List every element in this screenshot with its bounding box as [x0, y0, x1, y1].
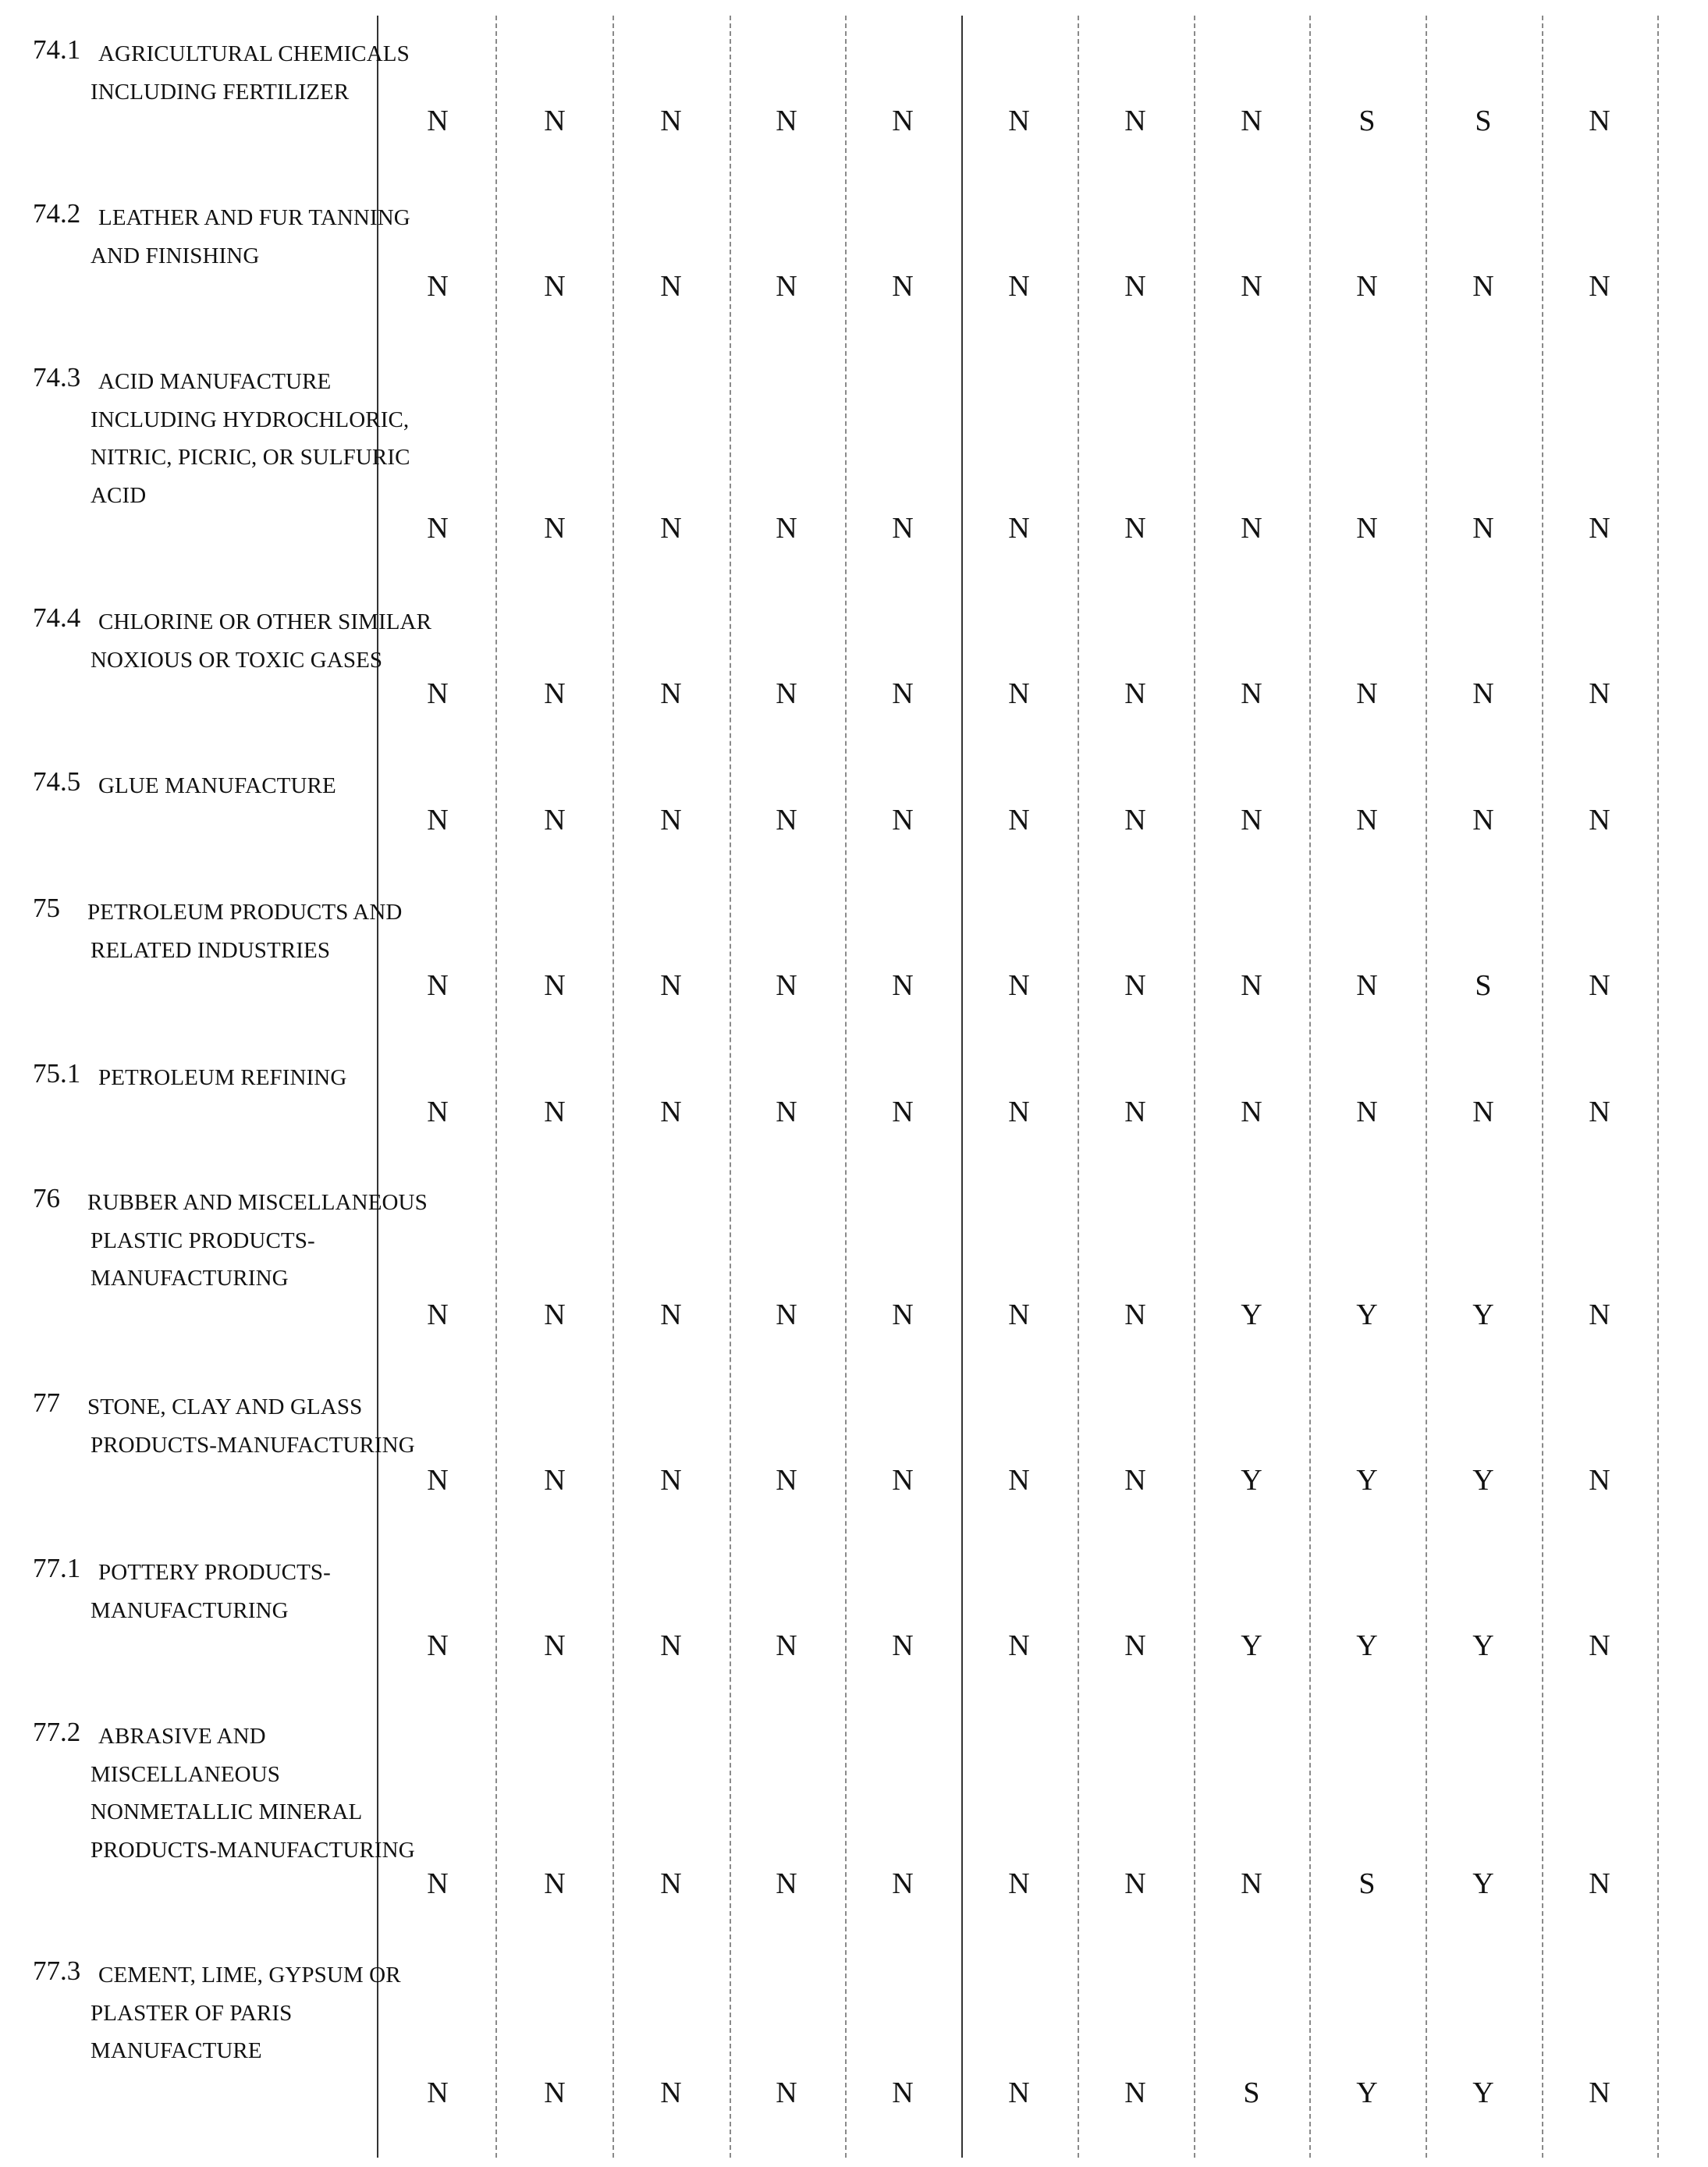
- permit-cell: Y: [1241, 1629, 1262, 1662]
- permit-cell: N: [427, 804, 449, 837]
- permit-cell: N: [1589, 1629, 1610, 1662]
- permit-cell: N: [892, 1096, 914, 1128]
- permit-cell: N: [1124, 105, 1146, 137]
- table-row: [0, 31, 1708, 105]
- permit-cell: N: [892, 512, 914, 545]
- permit-cell: N: [1008, 969, 1030, 1002]
- column-divider: [1078, 16, 1079, 2158]
- permit-cell: N: [427, 1298, 449, 1331]
- row-label-line: POTTERY PRODUCTS-: [98, 1560, 331, 1585]
- permit-cell: N: [1124, 804, 1146, 837]
- column-divider: [961, 16, 963, 2158]
- table-row: [0, 1550, 1708, 1623]
- permit-cell: N: [776, 1867, 797, 1900]
- permit-cell: N: [776, 1629, 797, 1662]
- permit-cell: N: [892, 804, 914, 837]
- row-label-line: STONE, CLAY AND GLASS: [87, 1394, 363, 1419]
- row-label-line: ACID MANUFACTURE: [98, 369, 332, 394]
- permit-cell: N: [660, 512, 682, 545]
- permit-cell: N: [892, 270, 914, 303]
- permit-cell: N: [1124, 1867, 1146, 1900]
- permit-cell: N: [892, 1629, 914, 1662]
- row-code: 75.1: [33, 1058, 81, 1089]
- row-label-line: PRODUCTS-MANUFACTURING: [91, 1432, 415, 1458]
- row-label-line: MANUFACTURING: [91, 1597, 289, 1623]
- permit-cell: N: [544, 270, 566, 303]
- permit-cell: N: [776, 1464, 797, 1497]
- permit-cell: N: [776, 969, 797, 1002]
- permit-cell: N: [1589, 105, 1610, 137]
- permit-cell: N: [1124, 677, 1146, 710]
- permit-cell: N: [660, 1867, 682, 1900]
- row-label-line: ACID: [91, 482, 147, 508]
- column-divider: [495, 16, 497, 2158]
- permit-cell: N: [776, 105, 797, 137]
- table-row: [0, 1952, 1708, 2063]
- permit-cell: N: [544, 1298, 566, 1331]
- permit-cell: N: [427, 512, 449, 545]
- permit-cell: N: [1124, 969, 1146, 1002]
- permit-cell: N: [1008, 105, 1030, 137]
- permit-cell: N: [1008, 804, 1030, 837]
- permit-cell: Y: [1472, 1298, 1494, 1331]
- row-label-line: PLASTER OF PARIS: [91, 2000, 293, 2026]
- row-label-line: NOXIOUS OR TOXIC GASES: [91, 647, 383, 673]
- permit-cell: Y: [1472, 1629, 1494, 1662]
- permit-cell: N: [892, 1464, 914, 1497]
- permit-cell: N: [427, 1464, 449, 1497]
- permit-cell: S: [1475, 969, 1492, 1002]
- table-row: [0, 763, 1708, 798]
- permit-cell: N: [544, 105, 566, 137]
- permit-cell: N: [1589, 270, 1610, 303]
- permit-cell: N: [1589, 1096, 1610, 1128]
- permit-cell: N: [544, 1096, 566, 1128]
- permit-cell: Y: [1356, 1629, 1378, 1662]
- permit-cell: N: [1589, 1867, 1610, 1900]
- permit-cell: N: [776, 270, 797, 303]
- row-label-line: LEATHER AND FUR TANNING: [98, 205, 410, 230]
- permit-cell: N: [660, 1298, 682, 1331]
- permit-cell: N: [1356, 270, 1378, 303]
- row-code: 76: [33, 1183, 60, 1213]
- permit-cell: Y: [1241, 1464, 1262, 1497]
- column-divider: [1542, 16, 1543, 2158]
- permit-cell: Y: [1356, 1464, 1378, 1497]
- permit-cell: N: [1124, 1464, 1146, 1497]
- permit-cell: N: [1356, 804, 1378, 837]
- row-code: 74.1: [33, 34, 81, 65]
- permit-cell: N: [1589, 512, 1610, 545]
- permit-cell: N: [1356, 969, 1378, 1002]
- table-row: [0, 599, 1708, 673]
- row-label-line: PETROLEUM PRODUCTS AND: [87, 900, 403, 925]
- permit-cell: N: [892, 2076, 914, 2109]
- permit-cell: N: [1356, 512, 1378, 545]
- permit-cell: N: [1124, 270, 1146, 303]
- permit-cell: S: [1358, 105, 1376, 137]
- permit-cell: N: [660, 804, 682, 837]
- permit-cell: N: [1241, 512, 1262, 545]
- permit-cell: N: [544, 1629, 566, 1662]
- permit-cell: N: [544, 1867, 566, 1900]
- permit-cell: N: [1008, 677, 1030, 710]
- row-label-line: PETROLEUM REFINING: [98, 1065, 347, 1090]
- permit-cell: S: [1358, 1867, 1376, 1900]
- column-divider: [730, 16, 731, 2158]
- permit-cell: N: [1241, 1096, 1262, 1128]
- permit-cell: N: [1241, 677, 1262, 710]
- row-code: 77: [33, 1387, 60, 1418]
- permit-cell: N: [1124, 512, 1146, 545]
- permit-cell: N: [1356, 1096, 1378, 1128]
- permit-cell: N: [1008, 1867, 1030, 1900]
- column-divider: [1194, 16, 1195, 2158]
- row-code: 77.3: [33, 1956, 81, 1986]
- permit-cell: N: [427, 677, 449, 710]
- table-row: [0, 1384, 1708, 1458]
- row-label-line: CHLORINE OR OTHER SIMILAR: [98, 609, 432, 634]
- row-label-line: PLASTIC PRODUCTS-: [91, 1227, 315, 1253]
- permit-cell: N: [1124, 1298, 1146, 1331]
- permit-cell: N: [776, 677, 797, 710]
- permit-cell: N: [427, 1629, 449, 1662]
- permit-cell: Y: [1356, 1298, 1378, 1331]
- permit-cell: N: [1589, 804, 1610, 837]
- row-code: 74.2: [33, 198, 81, 229]
- permit-cell: N: [1589, 2076, 1610, 2109]
- permit-cell: N: [1008, 1096, 1030, 1128]
- permit-cell: N: [544, 512, 566, 545]
- permit-cell: N: [1472, 512, 1494, 545]
- permit-cell: N: [660, 677, 682, 710]
- permit-cell: N: [1124, 2076, 1146, 2109]
- permit-cell: S: [1243, 2076, 1260, 2109]
- column-divider: [613, 16, 614, 2158]
- row-label-line: RELATED INDUSTRIES: [91, 937, 331, 963]
- row-label-line: MANUFACTURE: [91, 2038, 262, 2063]
- permit-cell: N: [1241, 804, 1262, 837]
- row-code: 75: [33, 893, 60, 923]
- permit-cell: N: [1241, 969, 1262, 1002]
- column-divider: [845, 16, 847, 2158]
- row-code: 74.4: [33, 602, 81, 633]
- table-row: [0, 1180, 1708, 1291]
- row-label-line: AGRICULTURAL CHEMICALS: [98, 41, 410, 66]
- permit-cell: N: [427, 969, 449, 1002]
- row-label-line: ABRASIVE AND: [98, 1724, 266, 1749]
- permit-cell: N: [1472, 1096, 1494, 1128]
- permit-cell: N: [427, 270, 449, 303]
- column-divider: [1309, 16, 1311, 2158]
- permit-cell: N: [1008, 2076, 1030, 2109]
- row-label-line: GLUE MANUFACTURE: [98, 773, 336, 798]
- permit-cell: N: [1472, 677, 1494, 710]
- row-label-line: CEMENT, LIME, GYPSUM OR: [98, 1963, 401, 1988]
- row-label-line: NITRIC, PICRIC, OR SULFURIC: [91, 445, 410, 470]
- permit-cell: N: [1008, 512, 1030, 545]
- row-code: 77.2: [33, 1717, 81, 1747]
- row-code: 74.5: [33, 766, 81, 797]
- table-row: [0, 1055, 1708, 1090]
- row-code: 77.1: [33, 1553, 81, 1583]
- permit-cell: N: [427, 2076, 449, 2109]
- row-label-line: MANUFACTURING: [91, 1266, 289, 1291]
- row-label-line: RUBBER AND MISCELLANEOUS: [87, 1190, 428, 1215]
- permit-cell: N: [1356, 677, 1378, 710]
- permit-cell: N: [660, 2076, 682, 2109]
- permit-cell: N: [1124, 1629, 1146, 1662]
- permit-cell: N: [427, 105, 449, 137]
- table-row: [0, 359, 1708, 508]
- permit-cell: N: [892, 1298, 914, 1331]
- permit-cell: S: [1475, 105, 1492, 137]
- permit-cell: N: [660, 270, 682, 303]
- permit-cell: N: [776, 1298, 797, 1331]
- permit-cell: N: [892, 105, 914, 137]
- permit-cell: N: [427, 1867, 449, 1900]
- permit-cell: N: [660, 1629, 682, 1662]
- column-divider: [1426, 16, 1427, 2158]
- permit-cell: Y: [1472, 1464, 1494, 1497]
- permit-cell: N: [660, 969, 682, 1002]
- permit-cell: N: [776, 1096, 797, 1128]
- row-label-line: AND FINISHING: [91, 243, 260, 268]
- permit-cell: N: [544, 969, 566, 1002]
- permit-cell: N: [544, 677, 566, 710]
- column-divider: [1657, 16, 1659, 2158]
- permit-cell: N: [1589, 1298, 1610, 1331]
- row-label-line: INCLUDING HYDROCHLORIC,: [91, 407, 410, 432]
- permit-cell: N: [1241, 270, 1262, 303]
- permit-cell: N: [1241, 1867, 1262, 1900]
- permit-cell: Y: [1472, 1867, 1494, 1900]
- permit-cell: N: [1241, 105, 1262, 137]
- permit-cell: N: [776, 2076, 797, 2109]
- permit-cell: Y: [1356, 2076, 1378, 2109]
- permit-cell: N: [660, 105, 682, 137]
- permit-cell: N: [544, 2076, 566, 2109]
- permit-cell: N: [1472, 270, 1494, 303]
- permit-cell: N: [892, 677, 914, 710]
- permit-cell: N: [776, 804, 797, 837]
- permit-cell: N: [1008, 1464, 1030, 1497]
- row-label-line: INCLUDING FERTILIZER: [91, 79, 350, 105]
- permit-cell: N: [660, 1464, 682, 1497]
- permit-cell: N: [1472, 804, 1494, 837]
- permit-cell: Y: [1241, 1298, 1262, 1331]
- permit-cell: N: [892, 1867, 914, 1900]
- permit-cell: N: [1589, 677, 1610, 710]
- permit-cell: N: [776, 512, 797, 545]
- permit-cell: N: [1589, 969, 1610, 1002]
- row-code: 74.3: [33, 362, 81, 393]
- permit-cell: N: [1008, 270, 1030, 303]
- permit-cell: N: [1124, 1096, 1146, 1128]
- permit-cell: N: [660, 1096, 682, 1128]
- permit-cell: Y: [1472, 2076, 1494, 2109]
- row-label-line: MISCELLANEOUS: [91, 1761, 280, 1787]
- table-row: [0, 195, 1708, 268]
- row-label-line: NONMETALLIC MINERAL: [91, 1799, 363, 1824]
- permit-cell: N: [544, 804, 566, 837]
- permit-cell: N: [1589, 1464, 1610, 1497]
- permit-cell: N: [1008, 1629, 1030, 1662]
- permit-cell: N: [1008, 1298, 1030, 1331]
- permit-cell: N: [892, 969, 914, 1002]
- permit-cell: N: [544, 1464, 566, 1497]
- permit-cell: N: [427, 1096, 449, 1128]
- row-label-line: PRODUCTS-MANUFACTURING: [91, 1837, 415, 1863]
